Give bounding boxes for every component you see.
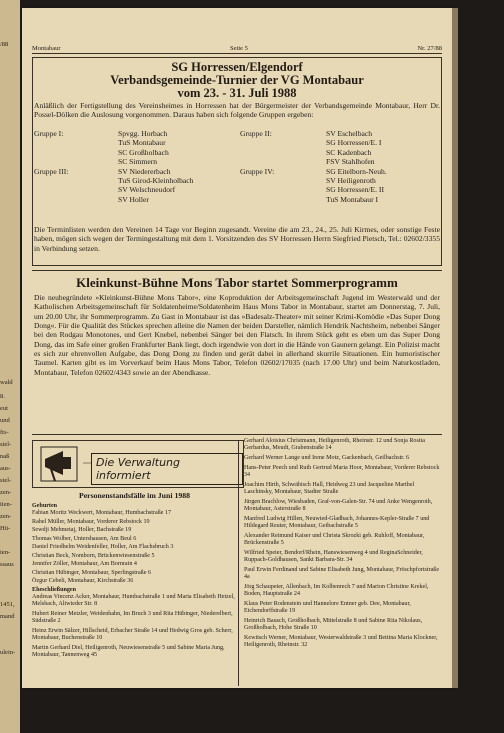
register-entry: Manfred Ludwig Hillen, Neuwied-Gladbach, Johannes-Kepler-Straße 7 und Hildegard Reuter, Montabaur, Geibachstraße 5 [244, 515, 430, 529]
adjacent-page-fragment: iien- [0, 501, 12, 508]
adjacent-page-fragment: stel- [0, 441, 12, 448]
section-divider [32, 434, 442, 435]
register-entry: Heinrich Bausch, Großholbach, Mittelstraße 8 und Sabine Rita Nikolaus, Großholbach, Hohe Straße 10 [244, 617, 423, 631]
adjacent-page-fragment: und [0, 417, 10, 424]
register-entry: Andreas Vincenz Acker, Montabaur, Humbachstraße 1 und Maria Elisabeth Hetzel, Melsbach, Altwieder Str. 8 [32, 593, 235, 608]
marriages-right-list [244, 438, 442, 649]
adjacent-page-fragment: naß [0, 453, 10, 460]
births-label: Geburten [32, 503, 58, 509]
register-entry: Alexander Reimund Kaiser und Christa Skrozki geb. Ruhloff, Montabaur, Brückenstraße 5 [244, 532, 425, 546]
group-4-team-2: SV Heiligenroth [326, 176, 376, 185]
adjacent-page-fragment: stel- [0, 477, 12, 484]
group-label-2: Gruppe II: [240, 129, 272, 138]
article-tournament-title-1: SG Horressen/Elgendorf [171, 60, 303, 74]
adjacent-page-fragment: eut [0, 405, 8, 412]
register-entry: Daniel Friedhelm Weidenfeller, Holler, Am Flachsbruch 3 [32, 544, 174, 551]
page-header [32, 45, 442, 54]
register-entry: Hans-Peter Peech und Ruth Gertrud Maria Hoor, Montabaur, Vorderer Rebstock 34 [244, 464, 440, 478]
register-entry: Christian Beck, Nomborn, Brückenwiesenstraße 5 [32, 552, 155, 559]
header-town: Montabaur [32, 45, 61, 52]
header-page-number: Seite 5 [230, 45, 248, 52]
register-entry: Martin Gerhard Diel, Heiligenroth, Neuwiesenstraße 5 und Sabine Maria Jung, Montabaur, Tannenweg 45 [32, 644, 225, 659]
group-1-team-2: TuS Montabaur [118, 138, 166, 148]
group-3-team-3: SV Welschneudorf [118, 185, 176, 195]
adjacent-page-fragment: aus- [0, 465, 11, 472]
register-entry: Jennifer Zöller, Montabaur, Am Bornrain 4 [32, 561, 137, 568]
register-entry: Fabian Moritz Weckwert, Montabaur, Humbachstraße 17 [32, 510, 172, 517]
group-label-3: Gruppe III: [34, 166, 69, 176]
group-4-team-4: TuS Montabaur I [326, 194, 379, 204]
adjacent-page-fragment: zen- [0, 489, 12, 496]
group-1-team-3: SC Großholbach [118, 147, 169, 157]
adjacent-page-fragment: 8. [0, 393, 5, 400]
adjacent-page-fragment: zen- [0, 513, 12, 520]
births-list [32, 510, 237, 585]
group-2-team-3: SC Kadenbach [326, 147, 372, 157]
group-label-1: Gruppe I: [34, 129, 64, 138]
marriages-label: Eheschließungen [32, 586, 77, 593]
group-2-team-4: FSV Stahlhofen [326, 157, 375, 167]
register-entry: Hubert Reiner Metzler, Weidenhahn, Im Bruch 3 und Rita Hübinger, Niederelbert, Südstraße 2 [32, 610, 233, 625]
register-entry: Wilfried Speier, Bendorf/Rhein, Hanswiesenweg 4 und ReginaSchneider, Ruppach-Goldhausen, Sankt Barbara-Str. 34 [244, 549, 423, 563]
group-1-team-4: SC Simmern [118, 157, 158, 167]
article-tournament-title-2: Verbandsgemeinde-Turnier der VG Montabaur [110, 73, 364, 87]
adjacent-page-fragment: ssaus [0, 561, 14, 568]
group-label-4: Gruppe IV: [240, 166, 275, 176]
adjacent-page-fragment: mand [0, 613, 15, 620]
adjacent-page-fragment: 1451, [0, 601, 15, 608]
register-entry: Heinz Erwin Sälzer, Hillscheid, Erbacher Straße 14 und Hedwig Gros geb. Scherr, Montabaur, Buchenstraße 10 [32, 627, 233, 642]
adjacent-page-fragment: fts- [0, 429, 9, 436]
register-entry: Sewdji Mehmetaj, Holler, Bachstraße 19 [32, 527, 132, 534]
article-tournament-title-3: vom 23. - 31. Juli 1988 [177, 86, 297, 100]
column-separator [238, 440, 239, 686]
article-tournament-closing: Die Terminlisten werden den Vereinen 14 Tage vor Beginn zugesandt. Vereine die am 23., 24., 25. Juli Kirmes, oder sonstige Feste haben, mögen sich wegen der Termingestaltung mit dem 1. Vorsitzenden des SV Horressen Herrn Siegfried Pietsch, Tel.: 02602/3355 in Verbindung setzen. [34, 225, 440, 253]
article-tournament-intro: Anläßlich der Fertigstellung des Vereinsheimes in Horressen hat der Bürgermeister der Verbandsgemeinde Montabaur, Herr Dr. Possel-Dölken die Auslosung vorgenommen. Daraus haben sich folgende Gruppen ergeben: [34, 101, 440, 120]
adjacent-page-fragment: wald [0, 379, 13, 386]
group-3-team-2: TuS Girod-Kleinholbach [118, 176, 194, 185]
adjacent-page-fragment: Hü- [0, 525, 11, 532]
newspaper-page [22, 8, 452, 688]
register-entry: Rahel Müller, Montabaur, Vorderer Rebstock 19 [32, 518, 150, 525]
group-1-team-1: Spvgg. Horbach [118, 129, 168, 138]
article-kleinkunst-title: Kleinkunst-Bühne Mons Tabor startet Sommerprogramm [76, 275, 398, 290]
group-4-team-3: SG Horressen/E. II [326, 185, 384, 195]
marriages-left-list [32, 594, 237, 660]
register-entry: Jörg Schaupeter, Allenbach, Im Kolbenrech 7 und Marion Christine Krekel, Boden, Hauptstraße 24 [244, 583, 429, 597]
adjacent-page-fragment: /88 [0, 41, 9, 48]
group-2-team-1: SV Eschelbach [326, 129, 373, 138]
verwaltung-logo-text: Die Verwaltung informiert [91, 453, 243, 485]
adjacent-page-fragment: ien- [0, 549, 11, 556]
register-entry: Christian Hübinger, Montabaur, Sperlingstraße 6 [32, 569, 151, 576]
register-entry: Thomas Wolber, Untershausen, Am Beul 6 [32, 535, 137, 542]
register-entry: Gerhard Werner Lange und Irene Motz, Gackenbach, Geilbachstr. 6 [244, 454, 410, 461]
article-divider [32, 270, 442, 271]
group-2-team-2: SG Horressen/E. I [326, 138, 382, 148]
register-entry: Özgur Cebeli, Montabaur, Kirchstraße 36 [32, 578, 134, 585]
register-entry: Kewitsch Werner, Montabaur, Westerwaldstraße 3 und Bettina Maria Klockner, Heiligenroth, Rheinstr. 32 [244, 634, 438, 648]
article-kleinkunst-body: Die neubegründete »Kleinkunst-Bühne Mons Tabor«, eine Koproduktion der Arbeitsgemeinschaft Jugend im Westerwald und der Katholischen Arbeitsgemeinschaft für Soldatenheime/Soldatenheim Haus Mons Tabor in Montabaur, startet am Donnerstag, 7. Juli, um 20.00 Uhr, ihr Sommerprogramm. Zu Gast in Montabaur ist das »Badesalz-Theater« mit seiner Krimi-Komödie »Das Super Dong Dong«. Für die Qualität des Stückes sprechen alleine die Namen der beiden Darsteller, nämlich Hendrik Nachtsheim, nebenbei Sänger bei den Rodgau Monotones, und Gert Knebel, nebenbei Sänger bei den Flatsch. In ihrem Stück geht es eben um das Super Dong Dong, das im Safe einer großen Frankfurter Bank liegt, doch irgendwie von dort in die Hände von Gaunern gelangt. Ein Polizist macht es sich zur ehrenvollen Aufgabe, das Dong Dong zu finden und gerät dabei in allerhand skurrile Situationen. Ein humoristischer Taumel. Karten gibt es im Vorverkauf beim Haus Mons Tabor, Telefon 02602/17035 (nach 17.00 Uhr) und beim Naturkostladen, Montabaur, Telefon 02602/4343 sowie an der Abendkasse. [34, 293, 440, 377]
header-issue-number: Nr. 27/88 [417, 45, 442, 52]
personenstand-right-column [244, 438, 442, 652]
verwaltung-logo-box [32, 440, 244, 488]
register-entry: Gerhard Aloisius Christmann, Heiligenroth, Rheinstr. 12 und Sonja Rosita Gerhardus, Meudt, Grabenstraße 14 [244, 438, 425, 452]
page-edge [452, 8, 458, 688]
register-entry: Joachim Hirth, Schwäbisch Hall, Heidweg 23 und Jacqueline Marthel Laschinsky, Montabaur, Stadter Straße [244, 481, 415, 495]
register-entry: Paul Erwin Ferdinand und Sabine Elisabeth Jung, Montabaur, Fröschpfortstraße 4a [244, 566, 440, 580]
group-4-team-1: SG Eitelborn-Neuh. [326, 166, 387, 176]
group-3-team-1: SV Niedererbach [118, 166, 171, 176]
personenstand-title: Personenstandsfälle im Juni 1988 [78, 491, 191, 500]
group-3-team-4: SV Holler [118, 194, 149, 204]
adjacent-page-fragment: ulein- [0, 649, 16, 656]
register-entry: Klaus Peter Rodenstein und Hannelore Entner geb. Dee, Montabaur, Eichendorffstraße 19 [244, 600, 411, 614]
adjacent-page-strip [0, 0, 20, 733]
register-entry: Jürgen Brachlow, Wiesbaden, Graf-von-Galen-Str. 74 und Anke Wengenroth, Montabaur, Asterstraße 8 [244, 498, 433, 512]
personenstand-left-column [32, 491, 237, 662]
group-table [34, 129, 442, 205]
